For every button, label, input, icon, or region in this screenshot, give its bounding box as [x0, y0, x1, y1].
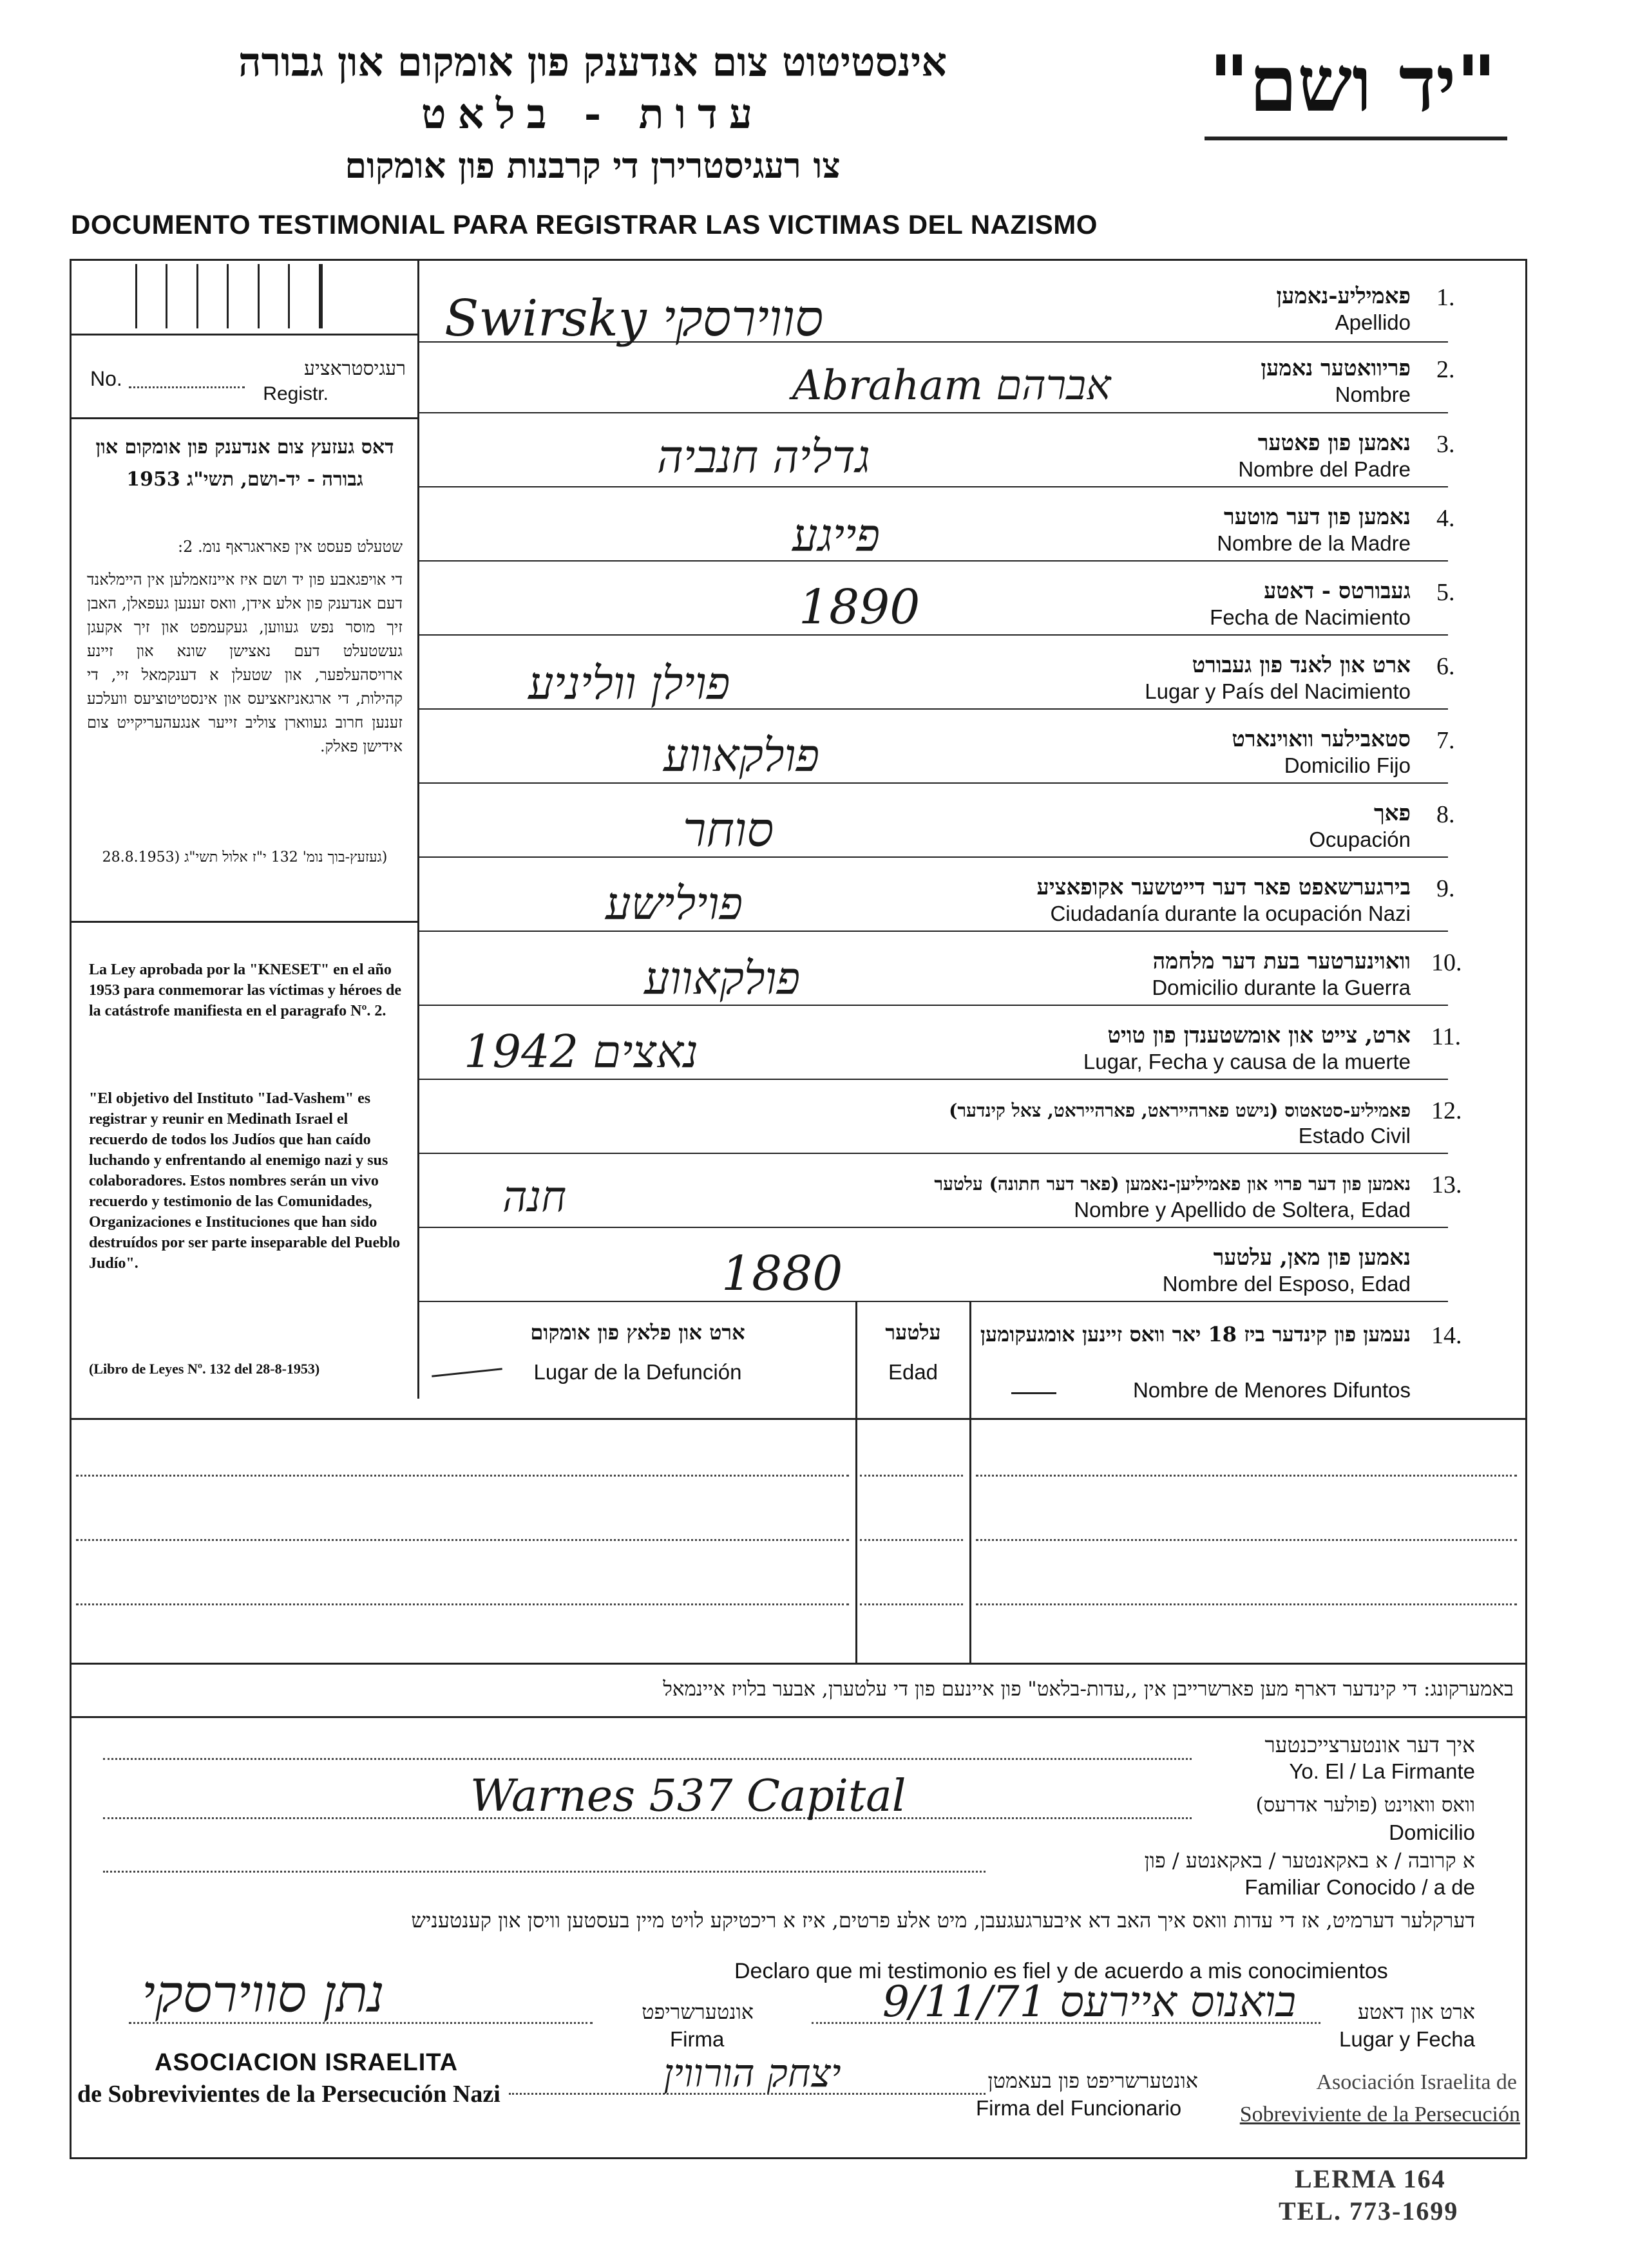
husband-heb-label: נאמען פון מאן, עלטער — [1213, 1245, 1411, 1271]
declaration-es: Declaro que mi testimonio es fiel y de acuerdo a mis conocimientos — [734, 1959, 1388, 1983]
right-stamp-line2: Sobreviviente de la Persecución — [1239, 2103, 1520, 2126]
signer-name-field[interactable] — [103, 1758, 1192, 1760]
field-6-heb-label: ארט און לאנד פון געבורט — [1192, 652, 1411, 678]
child-row-1[interactable] — [76, 1475, 849, 1477]
field-13-es-label: Nombre y Apellido de Soltera, Edad — [1074, 1198, 1411, 1222]
signer-rel-es: Familiar Conocido / a de — [1244, 1875, 1475, 1899]
institute-line-1: אינסטיטוט צום אנדענק פון אומקום און גבורה — [238, 39, 948, 86]
law-heb-intro: שטעלט פעסט אין פאראגראף נומ. 2: — [178, 538, 403, 556]
field-9-number: 9. — [1436, 875, 1455, 902]
assoc-stamp-line2: de Sobrevivientes de la Persecución Nazi — [77, 2081, 500, 2108]
signature-value[interactable]: נתן סווירסקי — [142, 1964, 385, 2024]
law-heb-body: די אויפגאבע פון יד ושם איז איינזאמלען אין היימלאנד דעם אנדענק פון אלע אידן, וואס זענען געפאלן, האבן זיך מוסר נפש געווען, געקעמפט און זיך אקעגן געשטעלט דעם נאצישן שונא און זיינע ארויסהעלפער, און שטעלן א דענקמאל זיי, די קהילות, די ארגאניזאציעס און אינסטיטוציעס וועלכע זענען חרוב געווארן צוליב זייער אנגעהעריקייט צום אידישן פאלק. — [87, 571, 403, 755]
field-1-number: 1. — [1436, 284, 1455, 311]
official-sig-value[interactable]: יצחק הורווין — [663, 2051, 841, 2096]
field-4-number: 4. — [1436, 505, 1455, 532]
field-11-es-label: Lugar, Fecha y causa de la muerte — [1083, 1050, 1411, 1073]
official-sig-es: Firma del Funcionario — [976, 2096, 1182, 2120]
field-8-value[interactable]: סוחר — [683, 802, 774, 858]
institute-line-3: צו רעגיסטרירן די קרבנות פון אומקום — [345, 145, 841, 186]
husband-es-label: Nombre del Esposo, Edad — [1162, 1272, 1411, 1296]
field-10-heb-label: וואוינערטער בעת דער מלחמה — [1152, 949, 1411, 974]
frame-right — [1525, 259, 1527, 2159]
field-5-heb-label: געבורטס - דאטע — [1264, 578, 1411, 604]
field-9-heb-label: בירגערשאפט פאר דער דייטשער אקופאציע — [1036, 874, 1411, 900]
field-8-number: 8. — [1436, 801, 1455, 828]
field-5-es-label: Fecha de Nacimiento — [1210, 605, 1411, 629]
register-no-label: No. — [90, 367, 122, 390]
signer-dom-heb: וואס וואוינט (פולער אדרעס) — [1255, 1793, 1475, 1817]
field-12-es-label: Estado Civil — [1298, 1124, 1411, 1148]
frame-top — [70, 259, 1527, 261]
field-12-number: 12. — [1431, 1097, 1462, 1124]
field-3-number: 3. — [1436, 431, 1455, 458]
children-place-heb: ארט און פלאץ פון אומקום — [530, 1320, 745, 1345]
field-5-number: 5. — [1436, 579, 1455, 606]
children-col-divider-1 — [855, 1302, 857, 1663]
field-1-heb-label: פאמיליע-נאמען — [1276, 283, 1411, 309]
field-4-es-label: Nombre de la Madre — [1217, 531, 1411, 555]
field-10-es-label: Domicilio durante la Guerra — [1152, 976, 1411, 999]
law-heb-title: דאס געזעץ צום אנדענק פון אומקום און גבורה - יד-ושם, תשי"ג 1953 — [95, 436, 394, 491]
signer-rel-heb: א קרובה / א באקאנטער / באקאנטע / פון — [1144, 1848, 1475, 1873]
field-9-value[interactable]: פוילישע — [605, 877, 743, 930]
field-3-heb-label: נאמען פון פאטער — [1257, 430, 1411, 456]
frame-bottom — [70, 2157, 1527, 2159]
address-stamp-line2: TEL. 773-1699 — [1279, 2197, 1459, 2225]
child-row-2[interactable] — [76, 1539, 849, 1541]
children-age-es: Edad — [888, 1360, 938, 1384]
children-name-es: Nombre de Menores Difuntos — [1132, 1378, 1411, 1402]
signer-dom-value[interactable]: Warnes 537 Capital — [470, 1771, 906, 1822]
date-value[interactable]: 9/11/71 בואנוס איירעס — [882, 1977, 1297, 2027]
signer-dom-es: Domicilio — [1389, 1820, 1475, 1844]
law-heb-ref: (געזעץ-בוך נומ' 132 י"ז אלול תשי"ג (28.8.1953 — [102, 849, 388, 865]
institute-line-2: עדות - בלאט — [421, 90, 765, 138]
field-6-number: 6. — [1436, 653, 1455, 680]
logo-underline — [1205, 137, 1507, 140]
field-10-number: 10. — [1431, 949, 1462, 976]
signature-heb-label: אונטערשריפט — [642, 1999, 754, 2024]
register-no-field[interactable] — [129, 386, 245, 388]
address-stamp-line1: LERMA 164 — [1295, 2164, 1446, 2193]
signer-name-heb: איך דער אונטערצייכנטער — [1264, 1732, 1475, 1757]
field-13-value[interactable]: חנה — [502, 1172, 567, 1222]
date-heb-label: ארט און דאטע — [1357, 1999, 1475, 2024]
signature-es-label: Firma — [670, 2027, 725, 2051]
field-11-value[interactable]: 1942 נאצים — [464, 1025, 698, 1078]
husband-value[interactable]: 1880 — [721, 1246, 843, 1301]
law-es-1: La Ley aprobada por la "KNESET" en el año 1953 para conmemorar las víctimas y héroes de la catástrofe manifiesta en el paragrafo Nº. 2. — [89, 961, 402, 1019]
field-10-value[interactable]: פולקאווע — [644, 952, 801, 1005]
document-title: DOCUMENTO TESTIMONIAL PARA REGISTRAR LAS VICTIMAS DEL NAZISMO — [71, 209, 1098, 240]
field-3-es-label: Nombre del Padre — [1238, 457, 1411, 481]
field-11-number: 11. — [1431, 1023, 1462, 1050]
remark-text: באמערקונג: די קינדער דארף מען פארשרייבן אין ,,עדות-בלאט" פון איינעם פון די עלטערן, אבער בלויז איינמאל — [663, 1677, 1514, 1701]
frame-left — [70, 259, 71, 2159]
law-es-2: "El objetivo del Instituto "Iad-Vashem" es registrar y reunir en Medinath Israel el recuerdo de todos los Judíos que han caído luchando y enfrentando al enemigo nazi y sus colaboradores. Estos nombres serán un vivo recuerdo y testimonio de las Comunidades, Organizaciones e Instituciones que han sido destruídos por ser parte inseparable del Pueblo Judío". — [89, 1090, 401, 1272]
field-2-value[interactable]: Abraham אברהם — [792, 362, 1111, 410]
children-place-es: Lugar de la Defunción — [533, 1360, 742, 1384]
child-row-3[interactable] — [76, 1603, 849, 1605]
assoc-stamp-line1: ASOCIACION ISRAELITA — [155, 2049, 459, 2076]
field-7-number: 7. — [1436, 727, 1455, 754]
field-8-es-label: Ocupación — [1309, 827, 1411, 851]
field-2-heb-label: פריוואטער נאמען — [1261, 355, 1411, 381]
field-1-value[interactable]: Swirsky סווירסקי — [444, 290, 824, 348]
declaration-heb: דערקלער דערמיט, אז די עדות וואס איך האב דא איבערגעגעבן, מיט אלע פרטים, איז א ריכטיקע לויט מיין בעסטען וויסן און קענטעניש — [411, 1908, 1475, 1933]
register-heb-label: רעגיסטראציע — [304, 357, 406, 380]
field-4-value[interactable]: פייגע — [792, 509, 881, 562]
field-8-heb-label: פאך — [1373, 800, 1411, 826]
date-es-label: Lugar y Fecha — [1339, 2027, 1475, 2051]
law-es-ref: (Libro de Leyes Nº. 132 del 28-8-1953) — [89, 1361, 320, 1377]
field-9-es-label: Ciudadanía durante la ocupación Nazi — [1050, 902, 1411, 925]
signer-rel-field[interactable] — [103, 1871, 986, 1873]
field-12-heb-label: פאמיליע-סטאטוס (נישט פארהייראט, פארהייראט, צאל קינדער) — [949, 1100, 1411, 1121]
children-name-heb: נעמען פון קינדער ביז 18 יאר וואס זיינען אומגעקומען — [980, 1322, 1411, 1347]
field-11-heb-label: ארט, צייט און אומשטענדן פון טויט — [1107, 1023, 1411, 1048]
yad-vashem-logo: "יד ושם" — [1208, 39, 1497, 129]
signer-name-es: Yo. El / La Firmante — [1289, 1759, 1475, 1783]
right-stamp-line1: Asociación Israelita de — [1316, 2070, 1517, 2094]
field-5-value[interactable]: 1890 — [799, 580, 920, 635]
field-7-es-label: Domicilio Fijo — [1284, 753, 1411, 777]
field-7-value[interactable]: פולקאווע — [663, 729, 820, 782]
field-13-heb-label: נאמען פון דער פרוי און פאמיליען-נאמען (פאר דער חתונה) עלטער — [934, 1173, 1411, 1195]
field-2-number: 2. — [1436, 356, 1455, 383]
field-2-es-label: Nombre — [1335, 383, 1411, 406]
children-age-heb: עלטער — [885, 1320, 941, 1345]
field-13-number: 13. — [1431, 1171, 1462, 1198]
field-4-heb-label: נאמען פון דער מוטער — [1224, 504, 1411, 530]
field-1-es-label: Apellido — [1335, 310, 1411, 334]
register-boxes — [106, 264, 351, 328]
field-14-number: 14. — [1431, 1322, 1462, 1349]
field-6-value[interactable]: פוילן ווליניע — [528, 657, 730, 710]
children-dash-mark — [1011, 1392, 1056, 1394]
field-3-value[interactable]: גדליה חנביה — [657, 430, 870, 483]
children-col-divider-2 — [969, 1302, 971, 1663]
official-sig-heb: אונטערשריפט פון בעאמטן — [987, 2068, 1198, 2093]
register-es-label: Registr. — [263, 383, 329, 404]
field-7-heb-label: סטאבילער וואוינארט — [1232, 726, 1411, 752]
field-6-es-label: Lugar y País del Nacimiento — [1145, 679, 1411, 703]
